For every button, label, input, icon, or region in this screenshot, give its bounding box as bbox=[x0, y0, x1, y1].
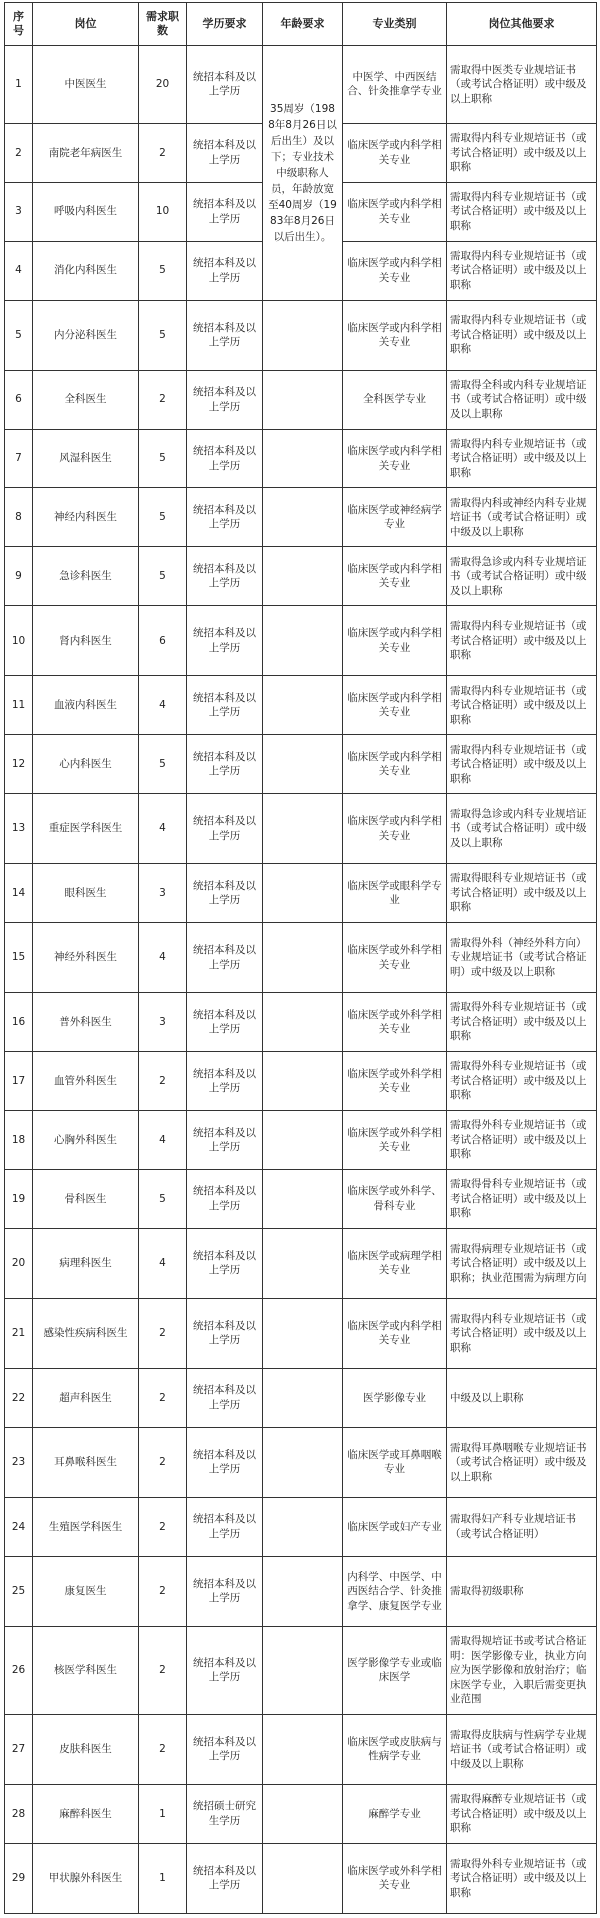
cell-education: 统招本科及以上学历 bbox=[187, 182, 263, 241]
cell-position: 普外科医生 bbox=[33, 993, 139, 1052]
cell-major: 临床医学或内科学相关专业 bbox=[343, 300, 447, 370]
cell-other: 需取得妇产科专业规培证书（或考试合格证明） bbox=[447, 1497, 597, 1556]
cell-major: 临床医学或外科学相关专业 bbox=[343, 1843, 447, 1913]
cell-education: 统招本科及以上学历 bbox=[187, 1843, 263, 1913]
cell-count: 2 bbox=[139, 123, 187, 182]
cell-major: 临床医学或内科学相关专业 bbox=[343, 123, 447, 182]
table-row bbox=[5, 300, 597, 370]
cell-other: 需取得外科专业规培证书（或考试合格证明）或中级及以上职称 bbox=[447, 1052, 597, 1111]
cell-major: 临床医学或病理学相关专业 bbox=[343, 1228, 447, 1298]
table-row bbox=[5, 1052, 597, 1111]
cell-position: 消化内科医生 bbox=[33, 241, 139, 300]
cell-seq: 9 bbox=[5, 547, 33, 606]
cell-major: 临床医学或内科学相关专业 bbox=[343, 182, 447, 241]
cell-position: 耳鼻喉科医生 bbox=[33, 1427, 139, 1497]
cell-other: 需取得外科专业规培证书（或考试合格证明）或中级及以上职称 bbox=[447, 1843, 597, 1913]
cell-age-empty bbox=[263, 547, 343, 606]
table-row bbox=[5, 1556, 597, 1626]
cell-seq: 18 bbox=[5, 1111, 33, 1170]
cell-other: 需取得内科或神经内科专业规培证书（或考试合格证明）或中级及以上职称 bbox=[447, 488, 597, 547]
cell-seq: 5 bbox=[5, 300, 33, 370]
header-age: 年龄要求 bbox=[263, 3, 343, 46]
cell-count: 2 bbox=[139, 1497, 187, 1556]
cell-education: 统招本科及以上学历 bbox=[187, 123, 263, 182]
cell-count: 2 bbox=[139, 1298, 187, 1368]
cell-major: 临床医学或外科学相关专业 bbox=[343, 993, 447, 1052]
cell-other: 需取得内科专业规培证书（或考试合格证明）或中级及以上职称 bbox=[447, 182, 597, 241]
table-row bbox=[5, 606, 597, 676]
cell-age-empty bbox=[263, 1626, 343, 1714]
cell-major: 临床医学或神经病学专业 bbox=[343, 488, 447, 547]
cell-count: 2 bbox=[139, 1556, 187, 1626]
cell-count: 4 bbox=[139, 794, 187, 864]
cell-position: 甲状腺外科医生 bbox=[33, 1843, 139, 1913]
cell-count: 2 bbox=[139, 1427, 187, 1497]
cell-other: 需取得病理专业规培证书（或考试合格证明）或中级及以上职称；执业范围需为病理方向 bbox=[447, 1228, 597, 1298]
cell-age-empty bbox=[263, 1228, 343, 1298]
cell-position: 全科医生 bbox=[33, 370, 139, 429]
cell-seq: 26 bbox=[5, 1626, 33, 1714]
cell-age-empty bbox=[263, 1111, 343, 1170]
cell-position: 康复医生 bbox=[33, 1556, 139, 1626]
cell-seq: 14 bbox=[5, 864, 33, 923]
cell-major: 临床医学或内科学相关专业 bbox=[343, 1298, 447, 1368]
cell-major: 临床医学或眼科学专业 bbox=[343, 864, 447, 923]
table-row bbox=[5, 1784, 597, 1843]
cell-other: 需取得外科（神经外科方向）专业规培证书（或考试合格证明）或中级及以上职称 bbox=[447, 923, 597, 993]
cell-other: 需取得耳鼻咽喉专业规培证书（或考试合格证明）或中级及以上职称 bbox=[447, 1427, 597, 1497]
table-row bbox=[5, 1170, 597, 1229]
cell-age-empty bbox=[263, 370, 343, 429]
cell-count: 5 bbox=[139, 429, 187, 488]
cell-seq: 17 bbox=[5, 1052, 33, 1111]
cell-age-empty bbox=[263, 676, 343, 735]
cell-age-empty bbox=[263, 1497, 343, 1556]
cell-age-empty bbox=[263, 1556, 343, 1626]
header-count: 需求职数 bbox=[139, 3, 187, 46]
cell-other: 需取得内科专业规培证书（或考试合格证明）或中级及以上职称 bbox=[447, 735, 597, 794]
cell-seq: 8 bbox=[5, 488, 33, 547]
cell-seq: 29 bbox=[5, 1843, 33, 1913]
cell-other: 需取得内科专业规培证书（或考试合格证明）或中级及以上职称 bbox=[447, 676, 597, 735]
cell-age-empty bbox=[263, 794, 343, 864]
cell-education: 统招本科及以上学历 bbox=[187, 241, 263, 300]
cell-other: 需取得全科或内科专业规培证书（或考试合格证明）或中级及以上职称 bbox=[447, 370, 597, 429]
table-row bbox=[5, 993, 597, 1052]
cell-position: 骨科医生 bbox=[33, 1170, 139, 1229]
cell-other: 需取得急诊或内科专业规培证书（或考试合格证明）或中级及以上职称 bbox=[447, 794, 597, 864]
cell-major: 临床医学或耳鼻咽喉专业 bbox=[343, 1427, 447, 1497]
cell-major: 临床医学或内科学相关专业 bbox=[343, 676, 447, 735]
cell-education: 统招本科及以上学历 bbox=[187, 1052, 263, 1111]
cell-age-empty bbox=[263, 1714, 343, 1784]
cell-major: 临床医学或内科学相关专业 bbox=[343, 547, 447, 606]
cell-position: 麻醉科医生 bbox=[33, 1784, 139, 1843]
cell-other: 需取得中医类专业规培证书（或考试合格证明）或中级及以上职称 bbox=[447, 46, 597, 124]
table-row bbox=[5, 1427, 597, 1497]
cell-education: 统招本科及以上学历 bbox=[187, 488, 263, 547]
table-row bbox=[5, 1369, 597, 1428]
cell-position: 核医学科医生 bbox=[33, 1626, 139, 1714]
cell-position: 眼科医生 bbox=[33, 864, 139, 923]
cell-other: 需取得麻醉专业规培证书（或考试合格证明）或中级及以上职称 bbox=[447, 1784, 597, 1843]
cell-count: 6 bbox=[139, 606, 187, 676]
cell-seq: 27 bbox=[5, 1714, 33, 1784]
cell-major: 内科学、中医学、中西医结合学、针灸推拿学、康复医学专业 bbox=[343, 1556, 447, 1626]
cell-position: 感染性疾病科医生 bbox=[33, 1298, 139, 1368]
table-body bbox=[5, 46, 597, 1914]
cell-other: 需取得内科专业规培证书（或考试合格证明）或中级及以上职称 bbox=[447, 1298, 597, 1368]
cell-education: 统招本科及以上学历 bbox=[187, 1228, 263, 1298]
cell-education: 统招本科及以上学历 bbox=[187, 300, 263, 370]
cell-count: 20 bbox=[139, 46, 187, 124]
cell-education: 统招本科及以上学历 bbox=[187, 1369, 263, 1428]
cell-education: 统招本科及以上学历 bbox=[187, 735, 263, 794]
cell-age-empty bbox=[263, 606, 343, 676]
cell-count: 1 bbox=[139, 1784, 187, 1843]
cell-count: 5 bbox=[139, 488, 187, 547]
cell-count: 4 bbox=[139, 1111, 187, 1170]
cell-position: 血管外科医生 bbox=[33, 1052, 139, 1111]
cell-other: 需取得骨科专业规培证书（或考试合格证明）或中级及以上职称 bbox=[447, 1170, 597, 1229]
cell-other: 需取得内科专业规培证书（或考试合格证明）或中级及以上职称 bbox=[447, 241, 597, 300]
cell-major: 医学影像专业 bbox=[343, 1369, 447, 1428]
cell-other: 需取得内科专业规培证书（或考试合格证明）或中级及以上职称 bbox=[447, 429, 597, 488]
cell-major: 医学影像学专业或临床医学 bbox=[343, 1626, 447, 1714]
cell-position: 心内科医生 bbox=[33, 735, 139, 794]
table-row bbox=[5, 1228, 597, 1298]
cell-seq: 7 bbox=[5, 429, 33, 488]
cell-position: 生殖医学科医生 bbox=[33, 1497, 139, 1556]
cell-age-requirement: 35周岁（1988年8月26日以后出生）及以下；专业技术中级职称人员，年龄放宽至40周岁（1983年8月26日以后出生）。 bbox=[263, 46, 343, 301]
header-other: 岗位其他要求 bbox=[447, 3, 597, 46]
table-row bbox=[5, 1497, 597, 1556]
recruitment-table-page bbox=[4, 2, 596, 1914]
cell-seq: 19 bbox=[5, 1170, 33, 1229]
cell-education: 统招硕士研究生学历 bbox=[187, 1784, 263, 1843]
cell-count: 5 bbox=[139, 547, 187, 606]
cell-age-empty bbox=[263, 429, 343, 488]
cell-seq: 11 bbox=[5, 676, 33, 735]
cell-count: 3 bbox=[139, 864, 187, 923]
cell-position: 神经外科医生 bbox=[33, 923, 139, 993]
cell-education: 统招本科及以上学历 bbox=[187, 993, 263, 1052]
cell-count: 5 bbox=[139, 241, 187, 300]
cell-position: 南院老年病医生 bbox=[33, 123, 139, 182]
table-row bbox=[5, 547, 597, 606]
cell-position: 急诊科医生 bbox=[33, 547, 139, 606]
cell-seq: 12 bbox=[5, 735, 33, 794]
header-major: 专业类别 bbox=[343, 3, 447, 46]
header-education: 学历要求 bbox=[187, 3, 263, 46]
cell-other: 需取得外科专业规培证书（或考试合格证明）或中级及以上职称 bbox=[447, 993, 597, 1052]
cell-age-empty bbox=[263, 993, 343, 1052]
cell-age-empty bbox=[263, 923, 343, 993]
cell-age-empty bbox=[263, 1369, 343, 1428]
cell-education: 统招本科及以上学历 bbox=[187, 547, 263, 606]
cell-major: 临床医学或外科学、骨科专业 bbox=[343, 1170, 447, 1229]
table-row bbox=[5, 923, 597, 993]
cell-position: 病理科医生 bbox=[33, 1228, 139, 1298]
cell-major: 临床医学或内科学相关专业 bbox=[343, 241, 447, 300]
cell-other: 需取得内科专业规培证书（或考试合格证明）或中级及以上职称 bbox=[447, 123, 597, 182]
cell-age-empty bbox=[263, 735, 343, 794]
cell-seq: 13 bbox=[5, 794, 33, 864]
cell-education: 统招本科及以上学历 bbox=[187, 1497, 263, 1556]
cell-seq: 23 bbox=[5, 1427, 33, 1497]
cell-education: 统招本科及以上学历 bbox=[187, 794, 263, 864]
cell-seq: 3 bbox=[5, 182, 33, 241]
cell-education: 统招本科及以上学历 bbox=[187, 1427, 263, 1497]
cell-age-empty bbox=[263, 864, 343, 923]
table-row bbox=[5, 864, 597, 923]
cell-count: 2 bbox=[139, 370, 187, 429]
cell-position: 血液内科医生 bbox=[33, 676, 139, 735]
cell-position: 皮肤科医生 bbox=[33, 1714, 139, 1784]
table-row bbox=[5, 1626, 597, 1714]
table-row bbox=[5, 46, 597, 124]
cell-seq: 28 bbox=[5, 1784, 33, 1843]
cell-seq: 20 bbox=[5, 1228, 33, 1298]
cell-position: 呼吸内科医生 bbox=[33, 182, 139, 241]
cell-education: 统招本科及以上学历 bbox=[187, 1298, 263, 1368]
cell-count: 5 bbox=[139, 1170, 187, 1229]
cell-education: 统招本科及以上学历 bbox=[187, 923, 263, 993]
cell-major: 临床医学或外科学相关专业 bbox=[343, 1111, 447, 1170]
cell-other: 需取得外科专业规培证书（或考试合格证明）或中级及以上职称 bbox=[447, 1111, 597, 1170]
cell-seq: 16 bbox=[5, 993, 33, 1052]
cell-count: 4 bbox=[139, 676, 187, 735]
table-row bbox=[5, 676, 597, 735]
cell-age-empty bbox=[263, 1052, 343, 1111]
cell-major: 临床医学或内科学相关专业 bbox=[343, 794, 447, 864]
cell-education: 统招本科及以上学历 bbox=[187, 676, 263, 735]
cell-other: 需取得眼科专业规培证书（或考试合格证明）或中级及以上职称 bbox=[447, 864, 597, 923]
cell-major: 临床医学或内科学相关专业 bbox=[343, 606, 447, 676]
cell-major: 临床医学或妇产专业 bbox=[343, 1497, 447, 1556]
cell-major: 麻醉学专业 bbox=[343, 1784, 447, 1843]
cell-seq: 21 bbox=[5, 1298, 33, 1368]
table-row bbox=[5, 1298, 597, 1368]
cell-position: 神经内科医生 bbox=[33, 488, 139, 547]
cell-position: 超声科医生 bbox=[33, 1369, 139, 1428]
cell-other: 需取得皮肤病与性病学专业规培证书（或考试合格证明）或中级及以上职称 bbox=[447, 1714, 597, 1784]
cell-count: 2 bbox=[139, 1626, 187, 1714]
cell-count: 3 bbox=[139, 993, 187, 1052]
table-row bbox=[5, 1843, 597, 1913]
cell-major: 临床医学或内科学相关专业 bbox=[343, 429, 447, 488]
cell-major: 临床医学或外科学相关专业 bbox=[343, 1052, 447, 1111]
cell-count: 10 bbox=[139, 182, 187, 241]
cell-position: 内分泌科医生 bbox=[33, 300, 139, 370]
cell-count: 4 bbox=[139, 923, 187, 993]
cell-other: 需取得规培证书或考试合格证明：医学影像专业，执业方向应为医学影像和放射治疗；临床医学专业，入职后需变更执业范围 bbox=[447, 1626, 597, 1714]
cell-seq: 4 bbox=[5, 241, 33, 300]
cell-count: 2 bbox=[139, 1052, 187, 1111]
cell-position: 中医医生 bbox=[33, 46, 139, 124]
table-row bbox=[5, 370, 597, 429]
cell-age-empty bbox=[263, 300, 343, 370]
cell-education: 统招本科及以上学历 bbox=[187, 606, 263, 676]
cell-age-empty bbox=[263, 1843, 343, 1913]
cell-age-empty bbox=[263, 1170, 343, 1229]
cell-position: 肾内科医生 bbox=[33, 606, 139, 676]
cell-major: 临床医学或外科学相关专业 bbox=[343, 923, 447, 993]
cell-education: 统招本科及以上学历 bbox=[187, 1556, 263, 1626]
cell-major: 中医学、中西医结合、针灸推拿学专业 bbox=[343, 46, 447, 124]
cell-count: 5 bbox=[139, 300, 187, 370]
cell-seq: 22 bbox=[5, 1369, 33, 1428]
cell-seq: 15 bbox=[5, 923, 33, 993]
header-position: 岗位 bbox=[33, 3, 139, 46]
cell-seq: 25 bbox=[5, 1556, 33, 1626]
cell-education: 统招本科及以上学历 bbox=[187, 46, 263, 124]
cell-count: 1 bbox=[139, 1843, 187, 1913]
cell-education: 统招本科及以上学历 bbox=[187, 1714, 263, 1784]
cell-other: 需取得内科专业规培证书（或考试合格证明）或中级及以上职称 bbox=[447, 300, 597, 370]
cell-seq: 6 bbox=[5, 370, 33, 429]
cell-age-empty bbox=[263, 488, 343, 547]
cell-major: 全科医学专业 bbox=[343, 370, 447, 429]
table-row bbox=[5, 429, 597, 488]
cell-position: 风湿科医生 bbox=[33, 429, 139, 488]
cell-count: 5 bbox=[139, 735, 187, 794]
cell-seq: 1 bbox=[5, 46, 33, 124]
table-row bbox=[5, 794, 597, 864]
table-row bbox=[5, 735, 597, 794]
table-row bbox=[5, 1714, 597, 1784]
cell-education: 统招本科及以上学历 bbox=[187, 429, 263, 488]
cell-other: 需取得急诊或内科专业规培证书（或考试合格证明）或中级及以上职称 bbox=[447, 547, 597, 606]
cell-education: 统招本科及以上学历 bbox=[187, 864, 263, 923]
cell-position: 心胸外科医生 bbox=[33, 1111, 139, 1170]
cell-other: 需取得初级职称 bbox=[447, 1556, 597, 1626]
table-row bbox=[5, 1111, 597, 1170]
cell-major: 临床医学或皮肤病与性病学专业 bbox=[343, 1714, 447, 1784]
table-row bbox=[5, 488, 597, 547]
cell-position: 重症医学科医生 bbox=[33, 794, 139, 864]
cell-age-empty bbox=[263, 1298, 343, 1368]
cell-education: 统招本科及以上学历 bbox=[187, 1111, 263, 1170]
header-row bbox=[5, 3, 597, 46]
cell-count: 2 bbox=[139, 1714, 187, 1784]
cell-education: 统招本科及以上学历 bbox=[187, 1170, 263, 1229]
cell-age-empty bbox=[263, 1784, 343, 1843]
cell-seq: 2 bbox=[5, 123, 33, 182]
cell-age-empty bbox=[263, 1427, 343, 1497]
cell-education: 统招本科及以上学历 bbox=[187, 1626, 263, 1714]
cell-other: 中级及以上职称 bbox=[447, 1369, 597, 1428]
header-seq: 序号 bbox=[5, 3, 33, 46]
cell-major: 临床医学或内科学相关专业 bbox=[343, 735, 447, 794]
cell-other: 需取得内科专业规培证书（或考试合格证明）或中级及以上职称 bbox=[447, 606, 597, 676]
cell-count: 4 bbox=[139, 1228, 187, 1298]
cell-seq: 10 bbox=[5, 606, 33, 676]
cell-education: 统招本科及以上学历 bbox=[187, 370, 263, 429]
cell-seq: 24 bbox=[5, 1497, 33, 1556]
cell-count: 2 bbox=[139, 1369, 187, 1428]
recruitment-table bbox=[4, 2, 597, 1914]
